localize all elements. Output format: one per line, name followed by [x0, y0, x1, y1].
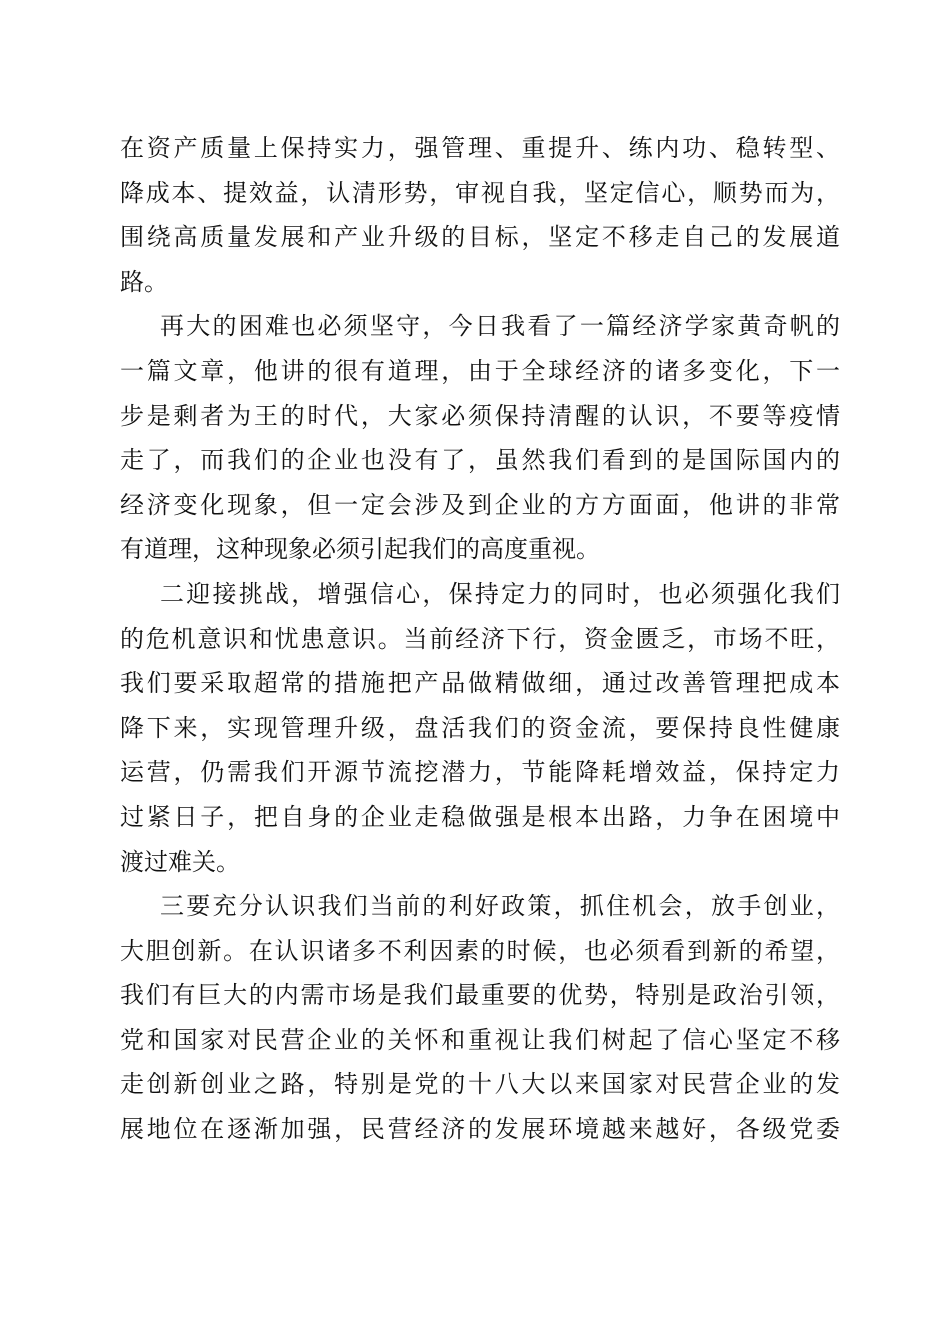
text-line: 在资产质量上保持实力，强管理、重提升、练内功、稳转型、	[120, 134, 840, 162]
text-line: 路。	[120, 267, 168, 296]
text-line: 我们有巨大的内需市场是我们最重要的优势，特别是政治引领，	[120, 981, 840, 1010]
paragraph-2	[120, 304, 840, 572]
text-line: 渡过难关。	[120, 847, 240, 876]
paragraph-4	[120, 884, 840, 1152]
text-line: 步是剩者为王的时代，大家必须保持清醒的认识，不要等疫情	[120, 401, 840, 430]
paragraph-3	[120, 572, 840, 884]
paragraph-1	[120, 126, 840, 304]
text-line: 展地位在逐渐加强，民营经济的发展环境越来越好，各级党委	[120, 1115, 840, 1144]
text-line: 经济变化现象，但一定会涉及到企业的方方面面，他讲的非常	[120, 490, 840, 519]
text-line: 围绕高质量发展和产业升级的目标，坚定不移走自己的发展道	[120, 223, 840, 252]
text-line: 三要充分认识我们当前的利好政策，抓住机会，放手创业，	[160, 892, 840, 921]
document-body	[120, 126, 840, 1152]
text-line: 大胆创新。在认识诸多不利因素的时候，也必须看到新的希望，	[120, 936, 840, 965]
text-line: 走了，而我们的企业也没有了，虽然我们看到的是国际国内的	[120, 446, 840, 475]
text-line: 的危机意识和忧患意识。当前经济下行，资金匮乏，市场不旺，	[120, 624, 840, 653]
text-line: 过紧日子，把自身的企业走稳做强是根本出路，力争在困境中	[120, 802, 840, 831]
text-line: 党和国家对民营企业的关怀和重视让我们树起了信心坚定不移	[120, 1025, 840, 1054]
text-line: 我们要采取超常的措施把产品做精做细，通过改善管理把成本	[120, 669, 840, 698]
text-line: 有道理，这种现象必须引起我们的高度重视。	[120, 535, 600, 564]
text-line: 运营，仍需我们开源节流挖潜力，节能降耗增效益，保持定力	[120, 758, 840, 787]
text-line: 一篇文章，他讲的很有道理，由于全球经济的诸多变化，下一	[120, 356, 840, 385]
text-line: 走创新创业之路，特别是党的十八大以来国家对民营企业的发	[120, 1070, 840, 1099]
text-line: 二迎接挑战，增强信心，保持定力的同时，也必须强化我们	[160, 579, 840, 608]
text-line: 降下来，实现管理升级，盘活我们的资金流，要保持良性健康	[120, 713, 840, 742]
text-line: 再大的困难也必须坚守，今日我看了一篇经济学家黄奇帆的	[160, 312, 840, 341]
text-line: 降成本、提效益，认清形势，审视自我，坚定信心，顺势而为，	[120, 178, 840, 207]
